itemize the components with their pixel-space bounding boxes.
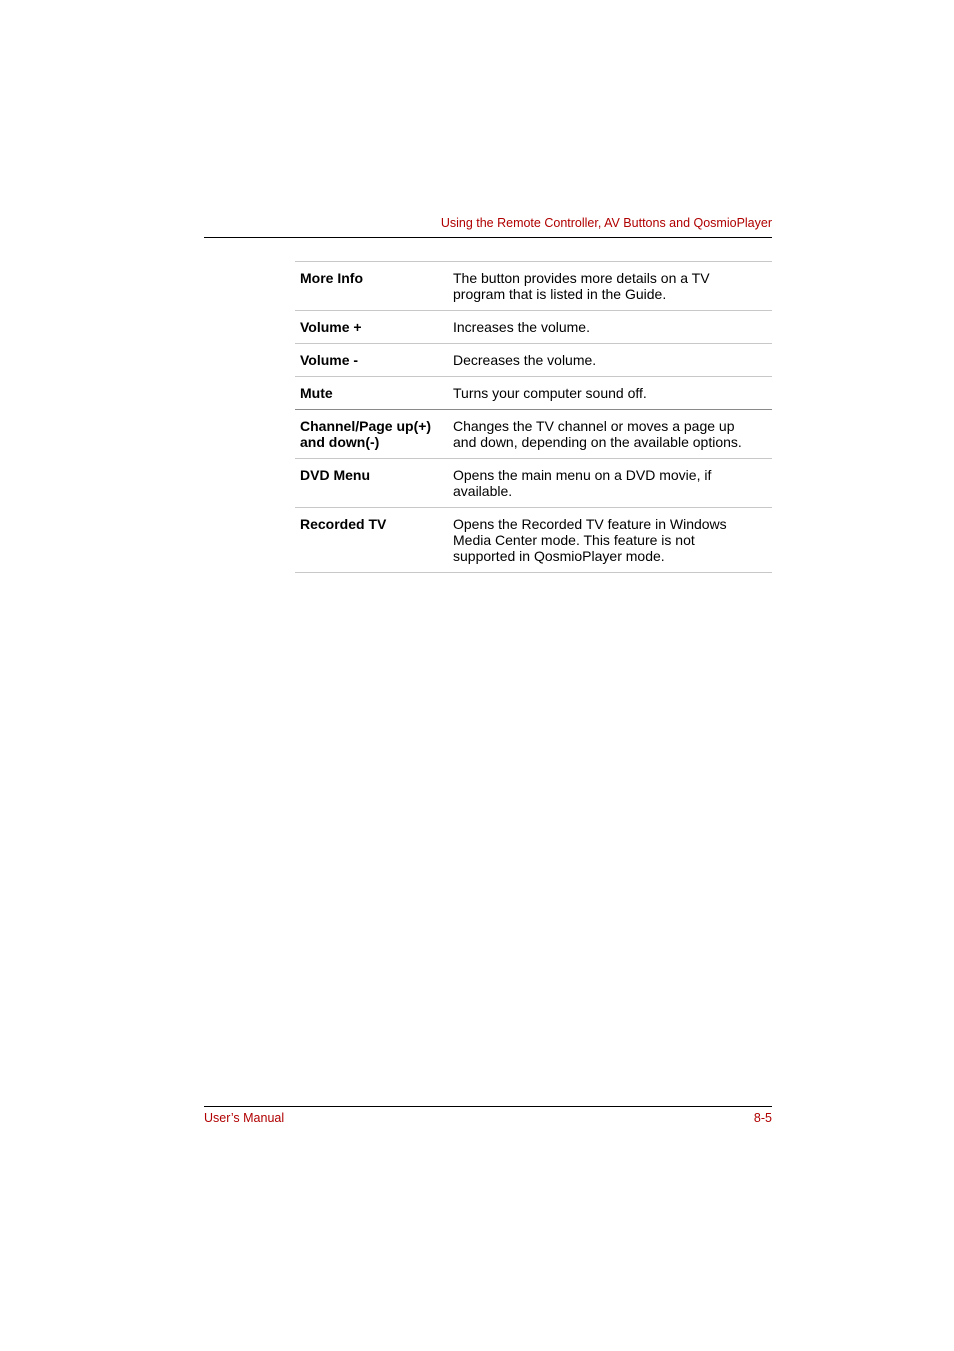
term-channel-page: Channel/Page up(+) [300,418,432,434]
table-row [295,410,772,459]
term-cell [295,270,453,302]
table-row [295,508,772,573]
term-cell [295,418,453,450]
page-header [204,216,772,238]
description-cell [453,467,772,499]
term-recorded-tv: Recorded TV [300,516,387,532]
description-line: Media Center mode. This feature is not [453,532,695,548]
description-cell [453,352,772,368]
table-row [295,311,772,344]
term-channel-page: and down(-) [300,434,380,450]
header-title: Using the Remote Controller, AV Buttons and QosmioPlayer [440,216,772,230]
term-volume-up: Volume + [300,319,362,335]
description-line: available. [453,483,513,499]
table-row [295,459,772,508]
description-line: Turns your computer sound off. [453,385,647,401]
description-line: The button provides more details on a TV [453,270,710,286]
table-row [295,377,772,410]
description-cell [453,385,772,401]
description-line: supported in QosmioPlayer mode. [453,548,665,564]
term-dvd-menu: DVD Menu [300,467,370,483]
description-line: Changes the TV channel or moves a page up [453,418,735,434]
description-line: and down, depending on the available options. [453,434,742,450]
term-mute: Mute [300,385,333,401]
term-more-info: More Info [300,270,363,286]
table-row [295,344,772,377]
term-cell [295,352,453,368]
page-footer [204,1106,772,1129]
description-line: Increases the volume. [453,319,590,335]
term-cell [295,516,453,564]
description-line: Opens the Recorded TV feature in Windows [453,516,727,532]
button-function-table [295,261,772,573]
description-cell [453,270,772,302]
description-cell [453,516,772,564]
description-line: program that is listed in the Guide. [453,286,667,302]
term-volume-down: Volume - [300,352,359,368]
page-number: 8-5 [753,1111,772,1125]
table-row [295,262,772,311]
term-cell [295,385,453,401]
term-cell [295,467,453,499]
term-cell [295,319,453,335]
description-line: Decreases the volume. [453,352,597,368]
description-line: Opens the main menu on a DVD movie, if [453,467,712,483]
description-cell [453,319,772,335]
description-cell [453,418,772,450]
footer-manual-title: User’s Manual [204,1111,285,1125]
